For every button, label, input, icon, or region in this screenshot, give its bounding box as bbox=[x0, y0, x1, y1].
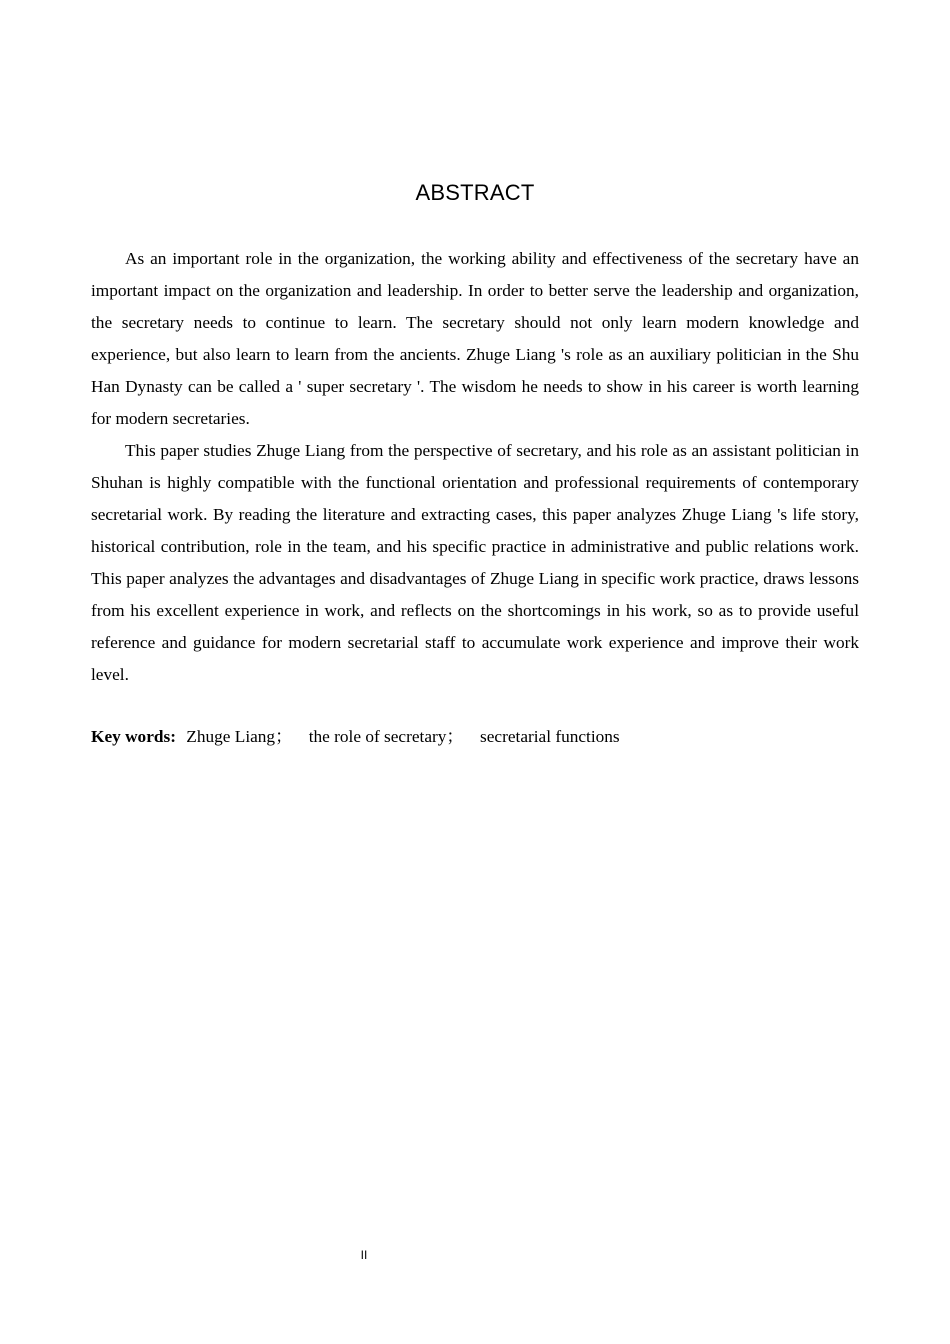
keywords-label: Key words: bbox=[91, 727, 176, 746]
abstract-body bbox=[91, 243, 859, 691]
keyword-separator: ； bbox=[275, 727, 293, 746]
keyword-separator: ； bbox=[446, 727, 464, 746]
page-number: II bbox=[360, 1248, 368, 1262]
abstract-paragraph-2: This paper studies Zhuge Liang from the perspective of secretary, and his role as an assistant politician in Shuhan is highly compatible with the functional orientation and professional requirements of contemporary secretarial work. By reading the literature and extracting cases, this paper analyzes Zhuge Liang 's life story, historical contribution, role in the team, and his specific practice in administrative and public relations work. This paper analyzes the advantages and disadvantages of Zhuge Liang in specific work practice, draws lessons from his excellent experience in work, and reflects on the shortcomings in his work, so as to provide useful reference and guidance for modern secretarial staff to accumulate work experience and improve their work level. bbox=[91, 441, 859, 684]
abstract-title: ABSTRACT bbox=[415, 180, 535, 205]
keywords-line bbox=[91, 721, 859, 753]
keyword-item: secretarial functions bbox=[480, 727, 620, 746]
abstract-paragraph-1: As an important role in the organization, the working ability and effectiveness of the secretary have an important impact on the organization and leadership. In order to better serve the leadership and organization, the secretary needs to continue to learn. The secretary should not only learn modern knowledge and experience, but also learn to learn from the ancients. Zhuge Liang 's role as an auxiliary politician in the Shu Han Dynasty can be called a ' super secretary '. The wisdom he needs to show in his career is worth learning for modern secretaries. bbox=[91, 249, 859, 428]
keyword-item: Zhuge Liang bbox=[186, 727, 276, 746]
keyword-item: the role of secretary bbox=[308, 727, 447, 746]
